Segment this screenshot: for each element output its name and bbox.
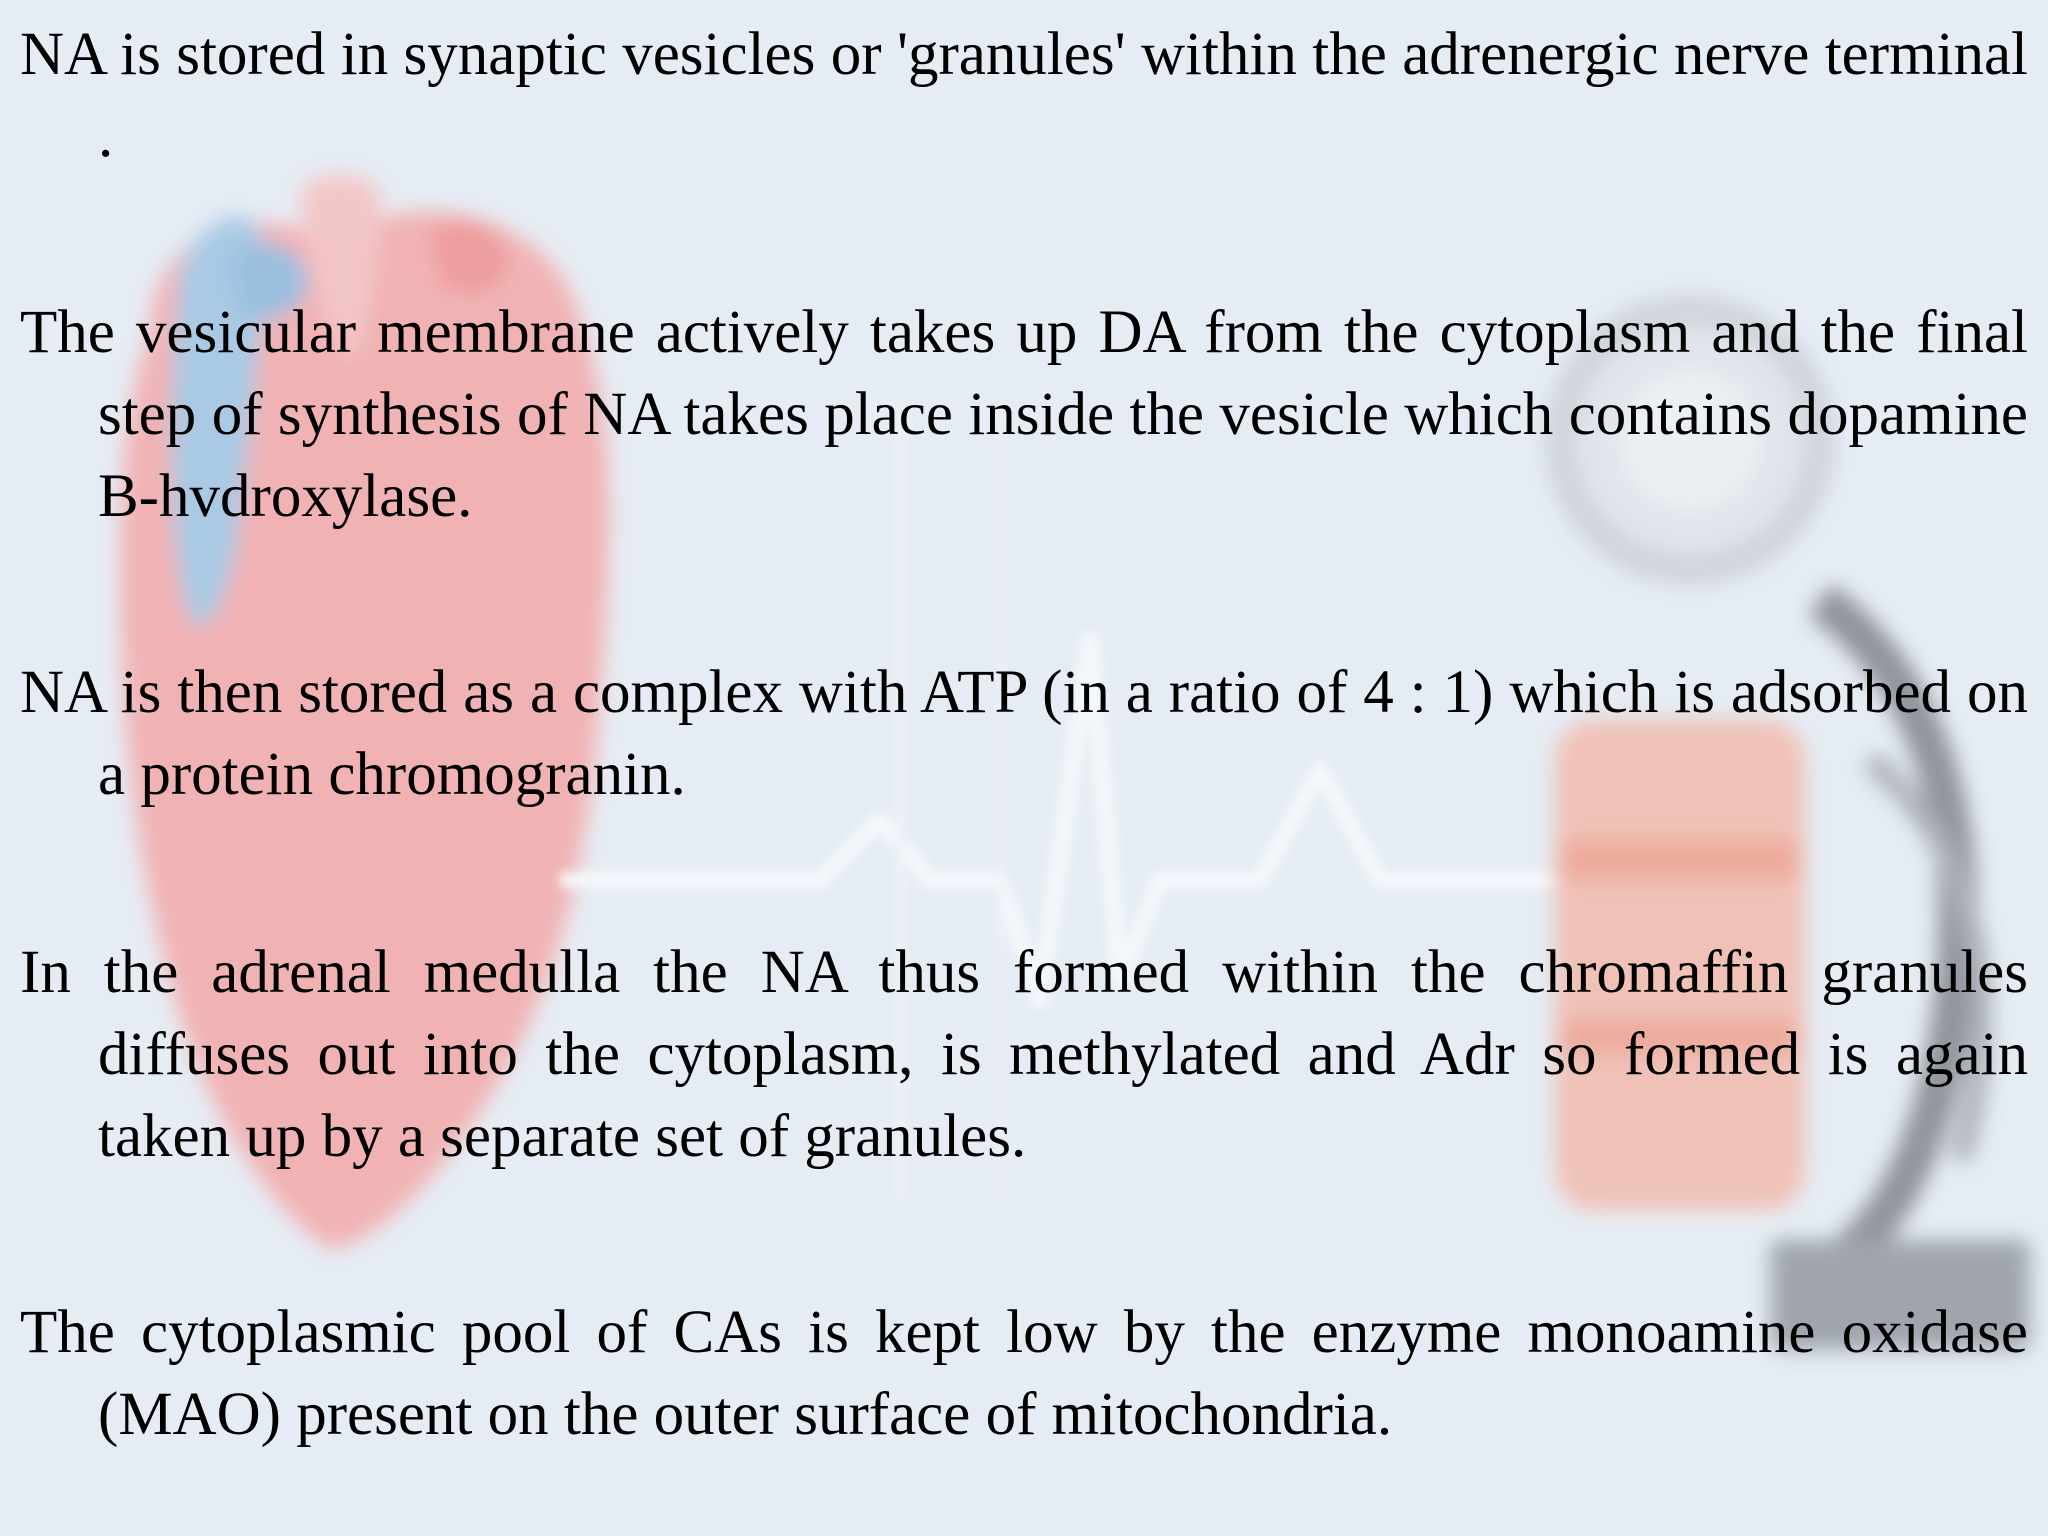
paragraph-na-storage: NA is stored in synaptic vesicles or 'granules' within the adrenergic nerve terminal . (20, 21, 2028, 170)
paragraph-vesicular-uptake: The vesicular membrane actively takes up DA from the cytoplasm and the final step of synthesis of NA takes place inside the vesicle which contains dopamine B-hvdroxylase. (20, 299, 2028, 530)
paragraph-atp-complex: NA is then stored as a complex with ATP (in a ratio of 4 : 1) which is adsorbed on a protein chromogranin. (20, 659, 2028, 808)
paragraph-mao: The cytoplasmic pool of CAs is kept low by the enzyme monoamine oxidase (MAO) present on the outer surface of mitochondria. (20, 1299, 2028, 1448)
paragraph-adrenal-medulla: In the adrenal medulla the NA thus formed within the chromaffin granules diffuses out into the cytoplasm, is methylated and Adr so formed is again taken up by a separate set of granules. (20, 939, 2028, 1170)
